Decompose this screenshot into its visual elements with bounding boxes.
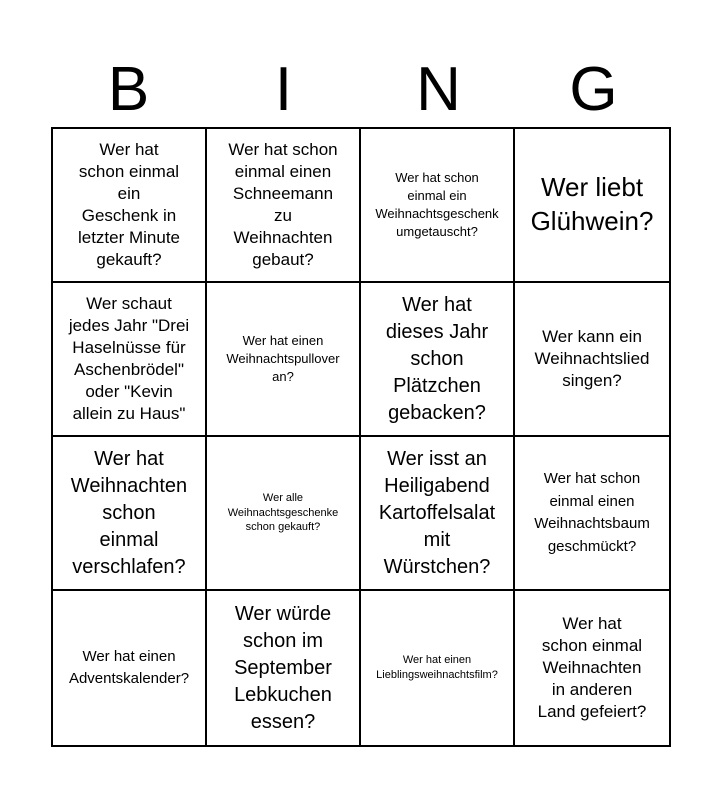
cell-text: Wer schaut jedes Jahr "Drei Haselnüsse für Aschenbrödel" oder "Kevin allein zu Haus" [68,293,190,424]
bingo-cell[interactable] [515,591,669,745]
cell-text: Wer hat einen Adventskalender? [68,647,190,687]
cell-text: Wer hat schon einmal einen Weihnachtsbaum geschmückt? [534,470,650,555]
cell-text: Wer liebt Glühwein? [530,172,654,236]
bingo-cell[interactable] [53,591,207,745]
header-letter-n: N [416,55,461,124]
bingo-cell[interactable] [207,129,361,283]
bingo-cell[interactable] [361,283,515,437]
cell-text: Wer hat einen Weihnachtspullover an? [226,332,340,385]
cell-text: Wer hat schon einmal Weihnachten in anderen Land gefeiert? [537,613,647,722]
bingo-cell[interactable] [515,129,669,283]
cell-text: Wer kann ein Weihnachtslied singen? [534,326,650,391]
bingo-board [51,127,671,747]
header-letter-i: I [274,55,293,124]
bingo-cell[interactable] [515,283,669,437]
bingo-cell[interactable] [53,283,207,437]
cell-text: Wer würde schon im September Lebkuchen essen? [234,602,332,733]
cell-text: Wer hat dieses Jahr schon Plätzchen gebacken? [385,293,489,424]
cell-text: Wer hat einen Lieblingsweihnachtsfilm? [376,654,498,681]
cell-text: Wer hat schon einmal einen Schneemann zu Weihnachten gebaut? [228,139,338,270]
bingo-cell[interactable] [361,591,515,745]
cell-text: Wer isst an Heiligabend Kartoffelsalat mit Würstchen? [378,447,496,578]
bingo-cell[interactable] [515,437,669,591]
bingo-cell[interactable] [207,437,361,591]
header-letter-g: G [569,55,618,124]
bingo-header [51,52,671,128]
cell-text: Wer alle Weihnachtsgeschenke schon gekauft? [227,491,339,534]
bingo-cell[interactable] [361,437,515,591]
bingo-cell[interactable] [207,283,361,437]
bingo-cell[interactable] [53,437,207,591]
cell-text: Wer hat schon einmal ein Geschenk in letzter Minute gekauft? [77,139,181,270]
cell-text: Wer hat schon einmal ein Weihnachtsgeschenk umgetauscht? [375,169,499,240]
bingo-cell[interactable] [53,129,207,283]
header-letter-b: B [107,55,150,124]
bingo-cell[interactable] [361,129,515,283]
bingo-cell[interactable] [207,591,361,745]
cell-text: Wer hat Weihnachten schon einmal verschlafen? [70,447,188,578]
